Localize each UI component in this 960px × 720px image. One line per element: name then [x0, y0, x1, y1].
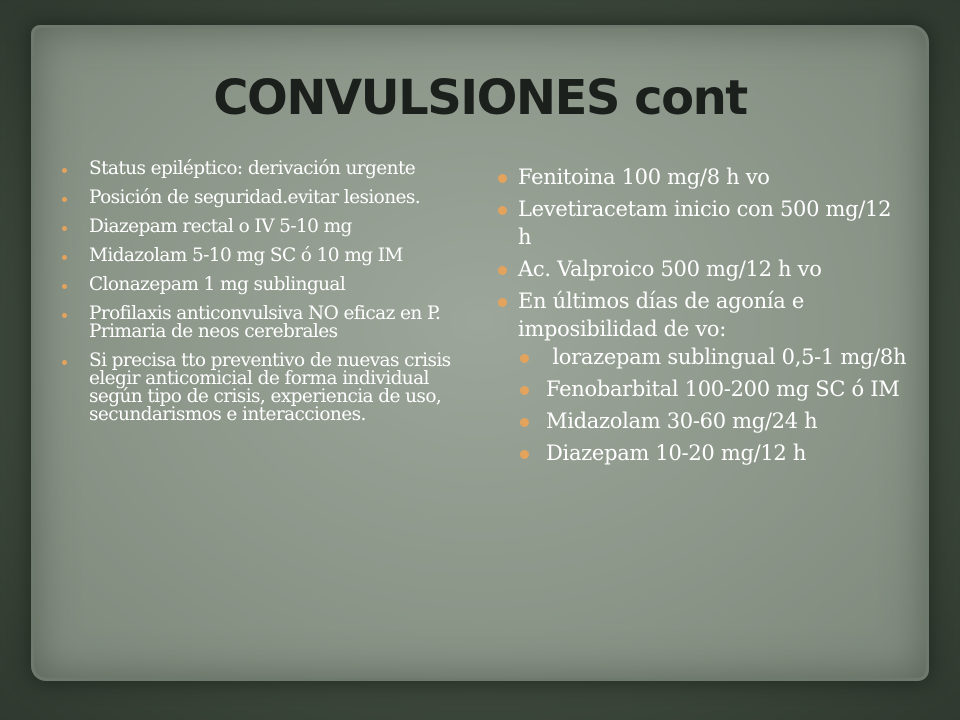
list-item-text: Levetiracetam inicio con 500 mg/12 h	[518, 197, 892, 249]
list-item-text: Profilaxis anticonvulsiva NO eficaz en P. Primaria de neos cerebrales	[89, 303, 441, 342]
right-bullet-list	[498, 163, 908, 473]
list-item	[498, 163, 908, 191]
list-item-text: Clonazepam 1 mg sublingual	[89, 274, 346, 295]
list-item-text: Diazepam rectal o IV 5-10 mg	[89, 216, 352, 237]
sub-list-item-text: Diazepam 10-20 mg/12 h	[546, 441, 807, 465]
sub-list-item	[498, 409, 908, 434]
bullet-icon	[62, 197, 67, 202]
sub-list-item	[498, 441, 908, 466]
list-item	[62, 352, 462, 424]
list-item-text: Fenitoina 100 mg/8 h vo	[518, 165, 770, 189]
list-item	[62, 160, 462, 178]
bullet-icon	[520, 386, 529, 395]
slide-title: CONVULSIONES cont	[213, 70, 747, 126]
bullet-icon	[520, 418, 529, 427]
sub-list-item-text: Midazolam 30-60 mg/24 h	[546, 409, 818, 433]
sub-list-item	[498, 377, 908, 402]
bullet-icon	[62, 284, 67, 289]
list-item	[62, 276, 462, 294]
list-item	[498, 287, 908, 466]
list-item	[62, 247, 462, 265]
bullet-icon	[62, 255, 67, 260]
sub-list-item	[498, 345, 908, 370]
bullet-icon	[498, 206, 507, 215]
left-bullet-list	[62, 160, 462, 435]
list-item-text: Ac. Valproico 500 mg/12 h vo	[518, 257, 822, 281]
list-item-text: En últimos días de agonía e imposibilidad de vo:	[518, 289, 804, 341]
list-item	[498, 255, 908, 283]
list-item	[62, 189, 462, 207]
bullet-icon	[62, 313, 67, 318]
bullet-icon	[520, 450, 529, 459]
list-item	[498, 195, 908, 251]
list-item	[62, 218, 462, 236]
bullet-icon	[498, 266, 507, 275]
bullet-icon	[498, 298, 507, 307]
bullet-icon	[62, 168, 67, 173]
bullet-icon	[520, 354, 529, 363]
nested-bullet-list	[518, 345, 908, 466]
bullet-icon	[498, 174, 507, 183]
list-item-text: Si precisa tto preventivo de nuevas crisis elegir anticomicial de forma individual según tipo de crisis, experiencia de uso, secundarismos e interacciones.	[89, 350, 451, 425]
sub-list-item-text: Fenobarbital 100-200 mg SC ó IM	[546, 377, 900, 401]
bullet-icon	[62, 226, 67, 231]
list-item-text: Status epiléptico: derivación urgente	[89, 158, 416, 179]
list-item-text: Midazolam 5-10 mg SC ó 10 mg IM	[89, 245, 403, 266]
list-item	[62, 305, 462, 341]
bullet-icon	[62, 360, 67, 365]
sub-list-item-text: lorazepam sublingual 0,5-1 mg/8h	[546, 345, 907, 369]
list-item-text: Posición de seguridad.evitar lesiones.	[89, 187, 421, 208]
